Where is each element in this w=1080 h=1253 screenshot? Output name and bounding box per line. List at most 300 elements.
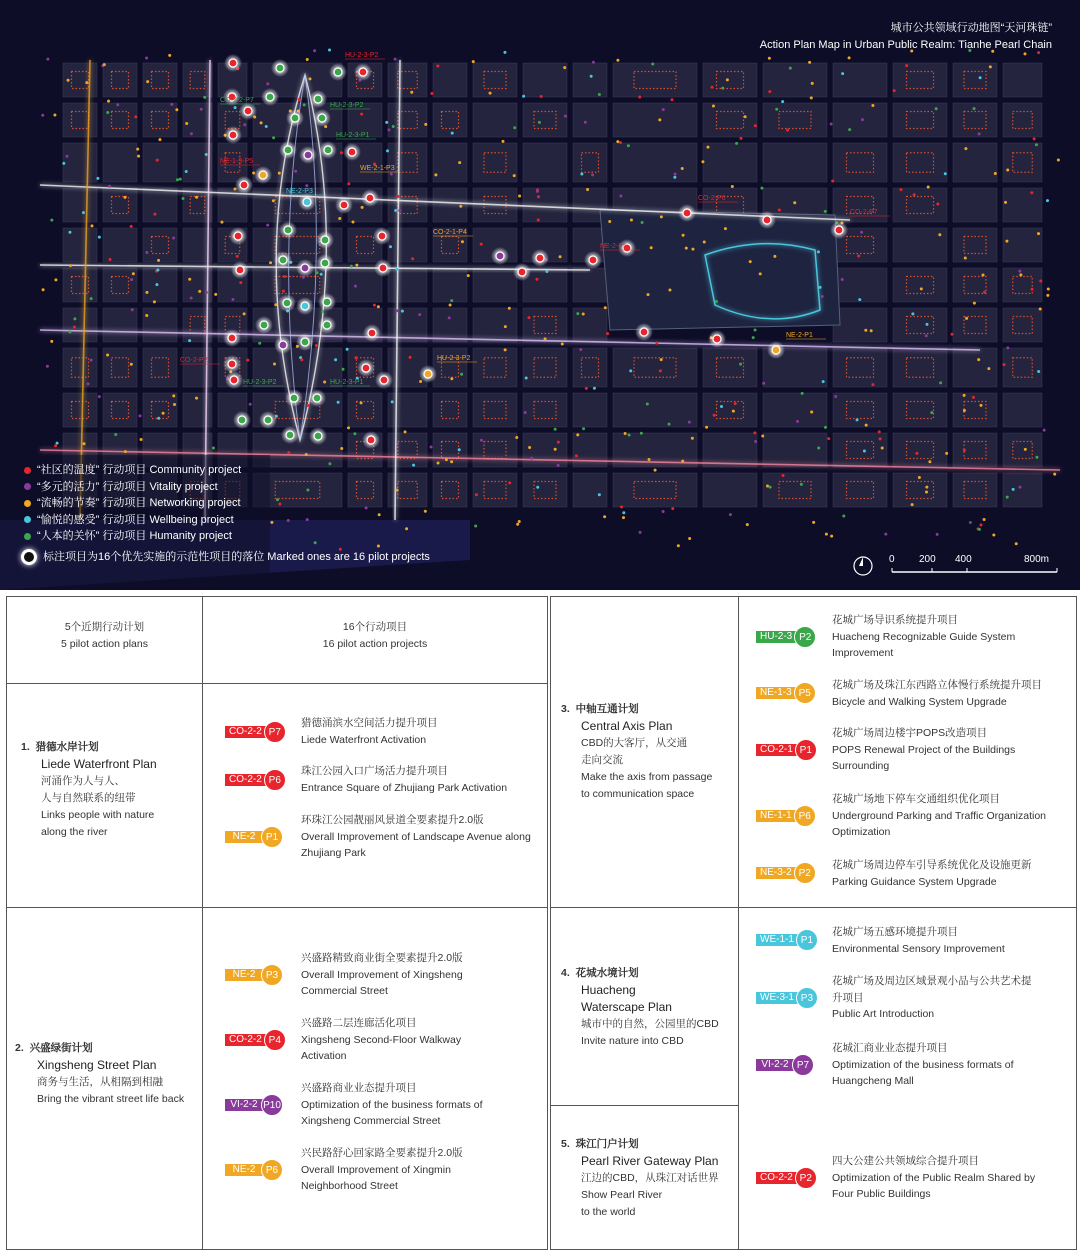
- project-marker: [379, 264, 387, 272]
- project-number: P2: [794, 862, 816, 884]
- project-dot: [1003, 363, 1006, 366]
- project-cn: 兴盛路商业业态提升项目: [301, 1082, 417, 1094]
- city-block: [573, 268, 607, 302]
- project-dot: [762, 382, 765, 385]
- project-dot: [85, 81, 88, 84]
- project-cn: 花城广场及珠江东西路立体慢行系统提升项目: [832, 679, 1042, 691]
- project-marker: [313, 394, 321, 402]
- project-dot: [688, 537, 691, 540]
- project-dot: [518, 520, 521, 523]
- project-dot: [54, 444, 57, 447]
- project-number: P2: [794, 626, 816, 648]
- project-dot: [731, 185, 734, 188]
- project-dot: [821, 295, 824, 298]
- project-dot: [430, 446, 433, 449]
- project-marker: [291, 114, 299, 122]
- project-dot: [458, 161, 461, 164]
- project-number: P7: [264, 721, 286, 743]
- project-dot: [554, 448, 557, 451]
- project-dot: [576, 312, 579, 315]
- city-block: [763, 433, 827, 467]
- city-block: [103, 103, 137, 137]
- project-marker: [314, 432, 322, 440]
- project-dot: [360, 113, 363, 116]
- project-marker: [286, 431, 294, 439]
- project-dot: [769, 486, 772, 489]
- project-dot: [842, 514, 845, 517]
- project-dot: [386, 149, 389, 152]
- project-marker: [340, 201, 348, 209]
- north-arrow-needle: [859, 557, 863, 566]
- project-dot: [515, 436, 518, 439]
- project-dot: [557, 441, 560, 444]
- project-dot: [629, 369, 632, 372]
- project-dot: [320, 273, 323, 276]
- project-dot: [303, 103, 306, 106]
- project-dot: [106, 111, 109, 114]
- project-dot: [830, 122, 833, 125]
- project-dot: [156, 269, 159, 272]
- plan-desc: to communication space: [581, 788, 695, 800]
- project-dot: [660, 215, 663, 218]
- project-marker: [835, 226, 843, 234]
- project-dot: [162, 412, 165, 415]
- project-dot: [944, 172, 947, 175]
- project-dot: [989, 65, 992, 68]
- city-block: [103, 268, 137, 302]
- project-dot: [103, 63, 106, 66]
- project-dot: [269, 261, 272, 264]
- city-block: [63, 393, 97, 427]
- project-dot: [540, 95, 543, 98]
- city-block: [573, 393, 607, 427]
- project-dot: [404, 430, 407, 433]
- legend-en: Community project: [149, 464, 242, 476]
- city-block: [63, 348, 97, 387]
- plan-5: [561, 1136, 736, 1221]
- left-table: [6, 596, 548, 1250]
- project-dot: [353, 432, 356, 435]
- project-dot: [598, 493, 601, 496]
- city-block: [63, 268, 97, 302]
- project-dot: [681, 167, 684, 170]
- project-dot: [538, 121, 541, 124]
- project-dot: [713, 414, 716, 417]
- project-dot: [53, 113, 56, 116]
- city-block: [1003, 268, 1042, 302]
- city-block: [143, 188, 177, 222]
- project-dot: [434, 173, 437, 176]
- project-code: NE-1-3: [756, 687, 796, 699]
- project-dot: [1031, 288, 1034, 291]
- project-tag: [756, 743, 817, 757]
- project-label: NE-2-P5: [600, 243, 627, 250]
- project-dot: [983, 291, 986, 294]
- project-en: Commercial Street: [301, 985, 388, 997]
- project-marker: [318, 114, 326, 122]
- project-en: Underground Parking and Traffic Organization: [832, 809, 1047, 822]
- city-block: [348, 393, 382, 427]
- project-dot: [586, 188, 589, 191]
- project-dot: [808, 61, 811, 64]
- project-dot: [338, 217, 341, 220]
- project-dot: [893, 89, 896, 92]
- project-dot: [200, 108, 203, 111]
- city-block: [703, 348, 757, 387]
- project-marker: [321, 236, 329, 244]
- plan-title-en: Liede Waterfront Plan: [41, 757, 157, 771]
- project-marker: [260, 321, 268, 329]
- project-dot: [450, 460, 453, 463]
- city-block: [893, 63, 947, 97]
- project-cn: 花城广场导识系统提升项目: [832, 614, 958, 626]
- project-dot: [671, 507, 674, 510]
- project-dot: [283, 275, 286, 278]
- project-dot: [964, 257, 967, 260]
- project-tag: [756, 809, 816, 823]
- project-dot: [592, 61, 595, 64]
- city-block: [703, 63, 757, 97]
- project-label: NE-2-P1: [786, 332, 813, 339]
- project-code: NE-1-1: [756, 810, 796, 822]
- project-number: P6: [794, 805, 816, 827]
- project-dot: [132, 272, 135, 275]
- project-dot: [411, 257, 414, 260]
- city-block: [573, 63, 607, 97]
- project-dot: [564, 115, 567, 118]
- project-dot: [472, 60, 475, 63]
- project-item: [301, 950, 546, 1000]
- project-dot: [305, 453, 308, 456]
- project-dot: [459, 205, 462, 208]
- project-marker: [334, 68, 342, 76]
- project-dot: [964, 147, 967, 150]
- project-cn: 珠江公园入口广场活力提升项目: [301, 765, 448, 777]
- header-projects-en: 16 pilot action projects: [322, 638, 428, 650]
- project-dot: [394, 58, 397, 61]
- project-marker: [229, 131, 237, 139]
- project-dot: [936, 203, 939, 206]
- plan-3: [561, 701, 736, 803]
- project-dot: [41, 114, 44, 117]
- city-block: [63, 103, 97, 137]
- city-block: [143, 268, 177, 302]
- city-block: [523, 103, 567, 137]
- city-block: [833, 63, 887, 97]
- plan-title-cn: 中轴互通计划: [575, 703, 639, 715]
- project-dot: [936, 533, 939, 536]
- project-dot: [662, 108, 665, 111]
- project-dot: [739, 137, 742, 140]
- city-block: [103, 63, 137, 97]
- city-block: [388, 143, 427, 182]
- project-en: Optimization: [832, 826, 891, 838]
- project-marker: [304, 151, 312, 159]
- city-block: [433, 103, 467, 137]
- project-dot: [274, 303, 277, 306]
- project-dot: [272, 136, 275, 139]
- project-dot: [584, 121, 587, 124]
- project-dot: [739, 363, 742, 366]
- legend-pilot: [24, 549, 430, 566]
- project-dot: [424, 123, 427, 126]
- city-block: [833, 143, 887, 182]
- project-dot: [945, 452, 948, 455]
- project-dot: [107, 100, 110, 103]
- project-dot: [856, 418, 859, 421]
- project-dot: [56, 442, 59, 445]
- project-number: P1: [796, 929, 818, 951]
- project-dot: [451, 132, 454, 135]
- project-dot: [525, 377, 528, 380]
- plan-4: [561, 965, 736, 1050]
- project-dot: [616, 59, 619, 62]
- project-dot: [979, 76, 982, 79]
- project-dot: [1006, 346, 1009, 349]
- project-dot: [559, 255, 562, 258]
- city-block: [573, 433, 607, 467]
- city-block: [1003, 63, 1042, 97]
- city-block: [893, 143, 947, 182]
- city-block: [433, 348, 467, 387]
- project-dot: [789, 67, 792, 70]
- project-marker: [713, 335, 721, 343]
- project-dot: [746, 523, 749, 526]
- project-dot: [168, 54, 171, 57]
- project-dot: [793, 201, 796, 204]
- project-dot: [606, 332, 609, 335]
- project-marker: [536, 254, 544, 262]
- project-dot: [688, 421, 691, 424]
- project-item: [832, 725, 1072, 775]
- project-dot: [124, 196, 127, 199]
- project-label: HU-2-3-P1: [330, 379, 364, 386]
- legend-en: Wellbeing project: [149, 513, 234, 526]
- city-block: [703, 433, 757, 467]
- city-block: [143, 393, 177, 427]
- project-en: Zhujiang Park: [301, 847, 366, 859]
- city-block: [893, 348, 947, 387]
- plan-number: 3.: [561, 703, 570, 715]
- project-dot: [579, 348, 582, 351]
- project-dot: [68, 330, 71, 333]
- project-en: Bicycle and Walking System Upgrade: [832, 695, 1007, 708]
- project-dot: [878, 430, 881, 433]
- project-en: Overall Improvement of Xingmin: [301, 1163, 451, 1176]
- city-block: [143, 308, 177, 342]
- project-dot: [925, 486, 928, 489]
- project-cn: 花城广场五感环境提升项目: [832, 926, 958, 938]
- project-dot: [524, 411, 527, 414]
- project-en: Public Art Introduction: [832, 1008, 935, 1020]
- city-block: [388, 63, 427, 97]
- project-dot: [530, 457, 533, 460]
- city-block: [433, 268, 467, 302]
- project-dot: [754, 328, 757, 331]
- project-dot: [1039, 279, 1042, 282]
- city-block: [613, 143, 697, 182]
- legend-item-community: [24, 462, 430, 479]
- project-dot: [385, 121, 388, 124]
- project-dot: [800, 483, 803, 486]
- project-dot: [677, 544, 680, 547]
- project-dot: [1057, 158, 1060, 161]
- project-dot: [641, 221, 644, 224]
- scale-label: 800m: [1024, 554, 1050, 565]
- project-dot: [616, 140, 619, 143]
- project-dot: [759, 272, 762, 275]
- project-dot: [766, 485, 769, 488]
- project-dot: [90, 224, 93, 227]
- project-dot: [972, 396, 975, 399]
- project-dot: [735, 142, 738, 145]
- project-marker: [362, 364, 370, 372]
- city-block: [893, 268, 947, 302]
- project-en: Optimization of the business formats of: [832, 1058, 1014, 1071]
- project-dot: [527, 316, 530, 319]
- city-block: [573, 143, 607, 182]
- right-table: [550, 596, 1077, 1250]
- plan-title-en: Xingsheng Street Plan: [37, 1058, 157, 1072]
- city-block: [473, 348, 517, 387]
- city-block: [103, 393, 137, 427]
- project-dot: [265, 125, 268, 128]
- project-dot: [460, 373, 463, 376]
- project-dot: [182, 197, 185, 200]
- plan-desc: 商务与生活，从相隔到相融: [37, 1076, 163, 1088]
- project-dot: [863, 449, 866, 452]
- project-dot: [870, 329, 873, 332]
- project-dot: [691, 437, 694, 440]
- project-dot: [608, 220, 611, 223]
- project-code: CO-2-2: [756, 1172, 797, 1184]
- project-dot: [915, 452, 918, 455]
- project-tag: [225, 830, 283, 844]
- city-block: [1003, 143, 1042, 182]
- project-dot: [978, 132, 981, 135]
- city-block: [433, 188, 467, 222]
- project-dot: [504, 325, 507, 328]
- project-number: P1: [261, 826, 283, 848]
- project-marker: [279, 341, 287, 349]
- project-dot: [796, 420, 799, 423]
- project-dot: [156, 159, 159, 162]
- project-dot: [682, 234, 685, 237]
- project-dot: [145, 314, 148, 317]
- project-label: HU-2-3-P2: [330, 102, 364, 109]
- project-dot: [749, 260, 752, 263]
- project-tag: [225, 773, 286, 787]
- project-cn: 花城广场周边楼宇POPS改造项目: [832, 727, 988, 739]
- zhujiang-park: [600, 210, 840, 330]
- city-block: [613, 393, 697, 427]
- city-block: [893, 103, 947, 137]
- project-dot: [658, 118, 661, 121]
- project-dot: [930, 411, 933, 414]
- project-item: [832, 612, 1072, 662]
- project-dot: [395, 309, 398, 312]
- project-dot: [752, 336, 755, 339]
- project-marker: [279, 256, 287, 264]
- city-block: [183, 143, 212, 182]
- project-label: NE-2-P3: [286, 188, 313, 195]
- project-dot: [928, 460, 931, 463]
- project-dot: [137, 155, 140, 158]
- project-dot: [145, 56, 148, 59]
- project-dot: [627, 144, 630, 147]
- project-dot: [69, 264, 72, 267]
- project-dot: [651, 62, 654, 65]
- project-dot: [778, 208, 781, 211]
- project-dot: [773, 255, 776, 258]
- project-dot: [68, 231, 71, 234]
- city-block: [523, 143, 567, 182]
- project-dot: [582, 427, 585, 430]
- city-block: [433, 63, 467, 97]
- project-en: Huacheng Recognizable Guide System: [832, 630, 1016, 643]
- city-block: [473, 143, 517, 182]
- city-block: [763, 143, 827, 182]
- project-dot: [848, 56, 851, 59]
- project-dot: [593, 387, 596, 390]
- project-item: [832, 924, 1072, 957]
- city-block: [63, 228, 97, 262]
- legend-item-wellbeing: [24, 512, 430, 529]
- project-en: Activation: [301, 1050, 347, 1062]
- project-dot: [458, 448, 461, 451]
- project-dot: [502, 140, 505, 143]
- plan-desc: Bring the vibrant street life back: [37, 1093, 185, 1105]
- map-title-cn: 城市公共领域行动地图“天河珠链”: [890, 22, 1052, 34]
- project-dot: [155, 283, 158, 286]
- project-marker: [589, 256, 597, 264]
- project-dot: [513, 174, 516, 177]
- plan-title-cn: 兴盛绿街计划: [29, 1042, 93, 1054]
- city-block: [893, 308, 947, 342]
- project-dot: [328, 49, 331, 52]
- project-dot: [96, 177, 99, 180]
- project-dot: [67, 79, 70, 82]
- project-number: P2: [795, 1167, 817, 1189]
- project-dot: [913, 193, 916, 196]
- project-en: Environmental Sensory Improvement: [832, 942, 1005, 955]
- project-dot: [352, 221, 355, 224]
- project-item: [832, 1040, 1072, 1090]
- project-dot: [396, 268, 399, 271]
- project-dot: [212, 446, 215, 449]
- project-dot: [1047, 287, 1050, 290]
- city-block: [103, 308, 137, 342]
- scale-label: 400: [955, 554, 972, 565]
- project-dot: [557, 464, 560, 467]
- project-dot: [879, 437, 882, 440]
- project-marker: [518, 268, 526, 276]
- project-dot: [390, 172, 393, 175]
- project-dot: [401, 310, 404, 313]
- project-dot: [782, 474, 785, 477]
- project-dot: [360, 401, 363, 404]
- project-dot: [1012, 488, 1015, 491]
- plan-desc: to the world: [581, 1206, 636, 1218]
- project-dot: [638, 96, 641, 99]
- city-block: [63, 143, 97, 182]
- project-marker: [368, 329, 376, 337]
- project-dot: [313, 49, 316, 52]
- project-dot: [321, 310, 324, 313]
- project-dot: [145, 251, 148, 254]
- project-cn: 四大公建公共领域综合提升项目: [832, 1155, 979, 1167]
- project-dot: [1030, 191, 1033, 194]
